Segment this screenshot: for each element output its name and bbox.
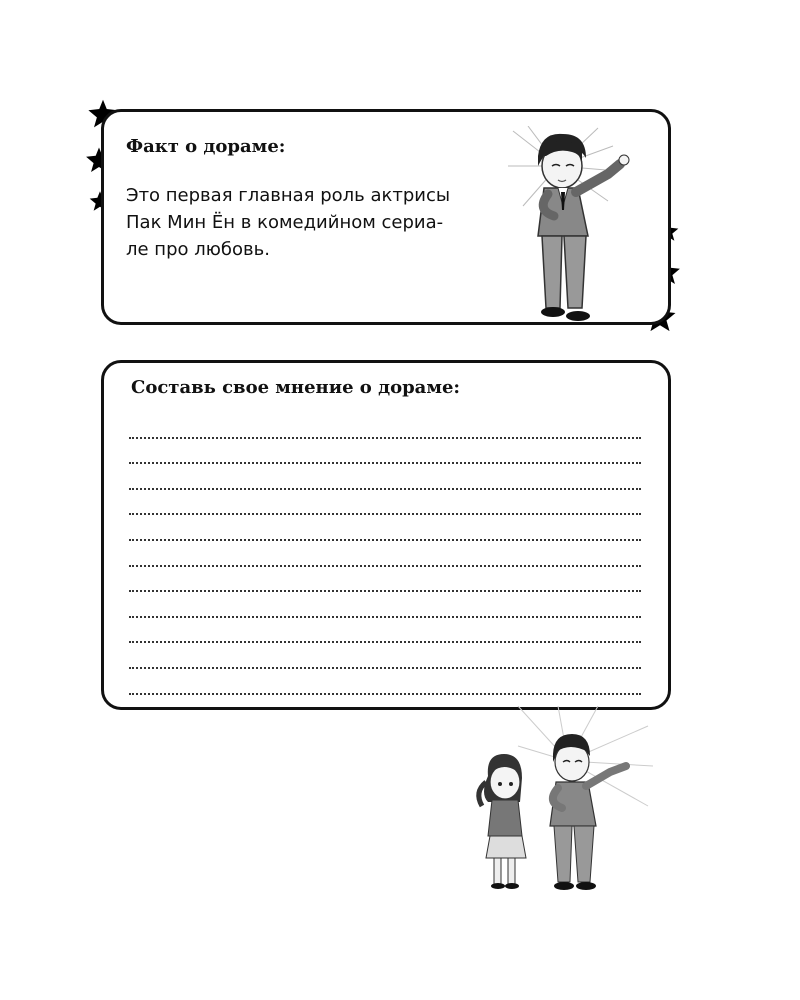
fact-text: Это первая главная роль актрисы Пак Мин Ён в комедийном сериа- ле про любовь.	[126, 185, 451, 260]
writing-line[interactable]	[129, 490, 641, 516]
writing-line[interactable]	[129, 669, 641, 695]
writing-line[interactable]	[129, 439, 641, 465]
fact-box	[101, 109, 671, 325]
writing-lines	[129, 413, 641, 695]
boy-character-illustration	[508, 126, 658, 326]
opinion-title: Составь свое мнение о дораме:	[131, 377, 461, 398]
fact-title: Факт о дораме:	[126, 136, 286, 157]
writing-line[interactable]	[129, 643, 641, 669]
opinion-box	[101, 360, 671, 710]
writing-line[interactable]	[129, 567, 641, 593]
writing-line[interactable]	[129, 413, 641, 439]
writing-line[interactable]	[129, 464, 641, 490]
writing-line[interactable]	[129, 515, 641, 541]
writing-line[interactable]	[129, 592, 641, 618]
writing-line[interactable]	[129, 541, 641, 567]
writing-line[interactable]	[129, 618, 641, 644]
couple-characters-illustration	[458, 706, 658, 906]
